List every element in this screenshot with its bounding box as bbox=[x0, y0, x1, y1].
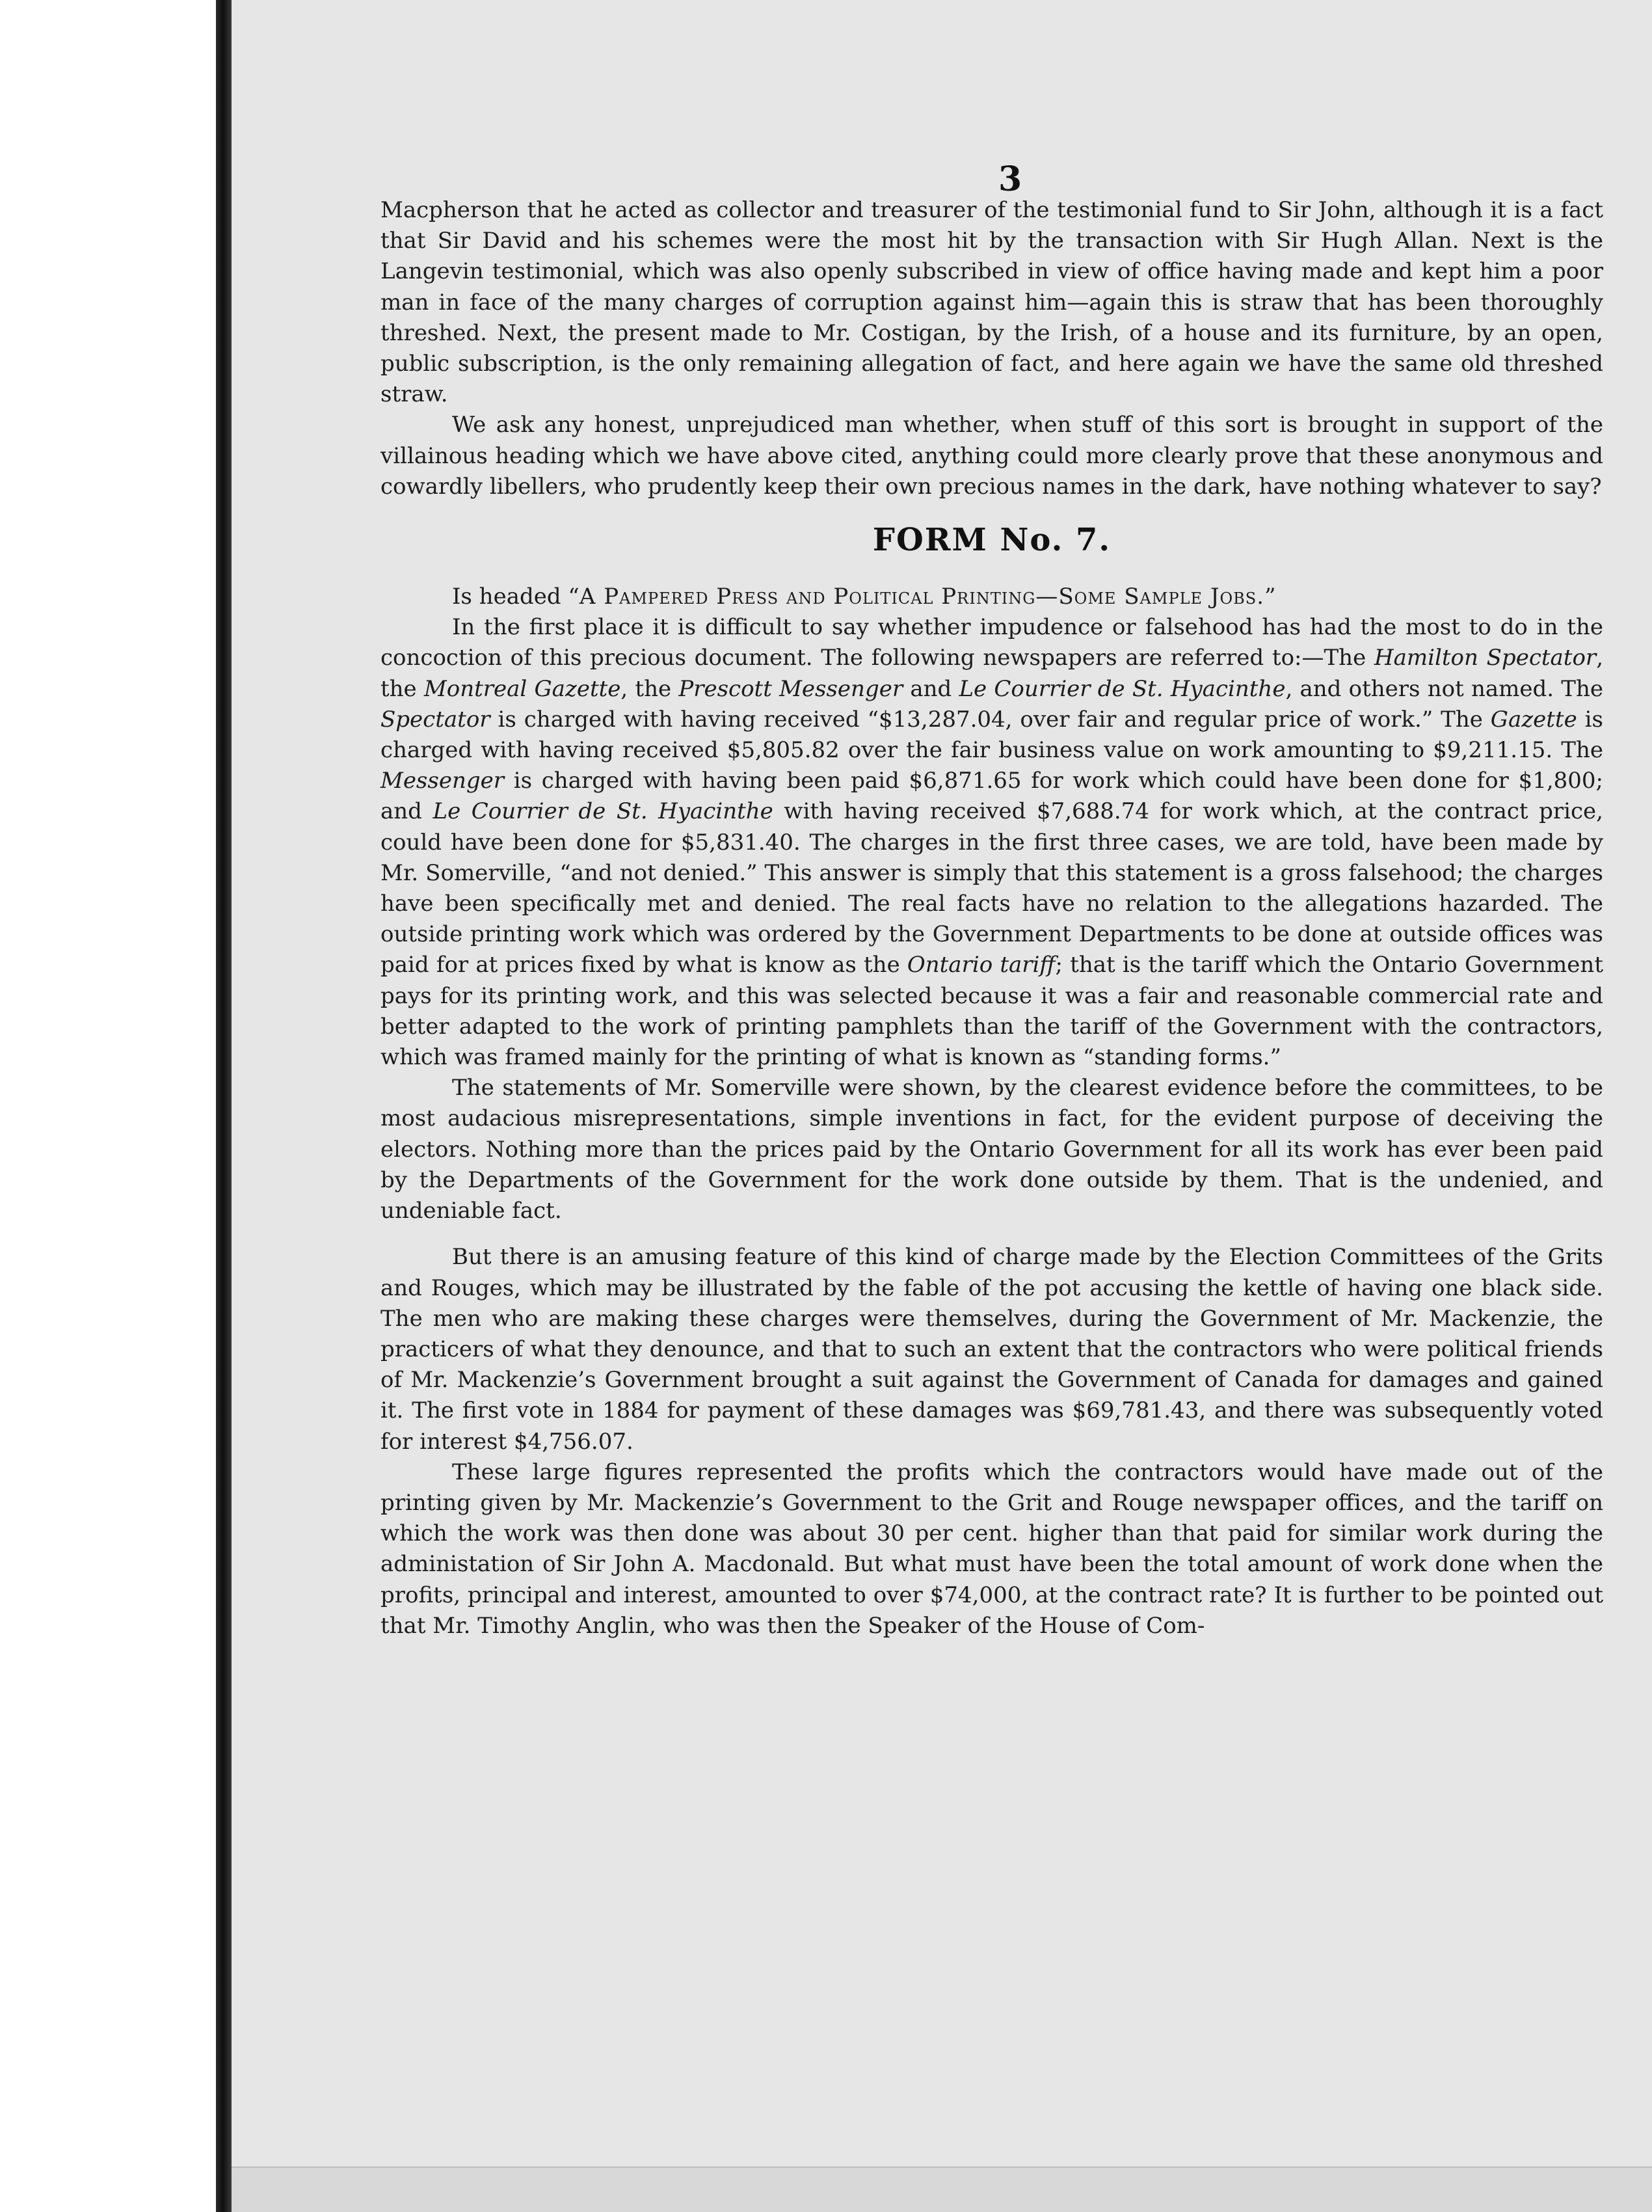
paragraph: We ask any honest, unprejudiced man whether, when stuff of this sort is brought in support of the villainous heading which we have above cited, anything could more clearly prove that these anonymous and cowardly libellers, who prudently keep their own precious names in the dark, have nothing whatever to say? bbox=[380, 412, 1603, 500]
text-run: with having received $7,688.74 for work which, at the contract price, could have been done for $5,831.40. The charges in the first three cases, we are told, have been made by Mr. Somerville, “and not denied.” This answer is simply that this statement is a gross falsehood; the charges have been specifically met and denied. The real facts have no relation to the allegations hazarded. The outside printing work which was ordered by the Government Departments to be done at outside offices was paid for at prices fixed by what is know as the bbox=[380, 798, 1603, 978]
tariff-name: Ontario tariff bbox=[907, 952, 1056, 978]
intro-suffix: ” bbox=[1264, 584, 1276, 610]
left-margin bbox=[0, 0, 226, 2212]
newspaper-name: Hamilton Spectator bbox=[1374, 645, 1597, 671]
form-intro bbox=[380, 582, 1603, 612]
paragraph-gap bbox=[380, 1226, 1603, 1242]
paragraph-newspapers bbox=[380, 612, 1603, 1073]
paragraph: Macpherson that he acted as collector and treasurer of the testimonial fund to Sir John, although it is a fact that Sir David and his schemes were the most hit by the transaction with Sir Hugh Allan. Next is the Langevin testimonial, which was also openly subscribed in view of office having made and kept him a poor man in face of the many charges of corruption against him—again this is straw that has been thoroughly threshed. Next, the present made to Mr. Costigan, by the Irish, of a house and its furniture, by an open, public subscription, is the only remaining allegation of fact, and here again we have the same old threshed straw. bbox=[380, 197, 1603, 408]
text-run: , the bbox=[380, 645, 1603, 702]
body-text bbox=[380, 195, 1603, 1641]
newspaper-name: Le Courrier de St. Hyacinthe bbox=[433, 798, 773, 825]
newspaper-name: Prescott Messenger bbox=[678, 675, 903, 702]
paragraph: The statements of Mr. Somerville were shown, by the clearest evidence before the committees, to be most audacious misrepresentations, simple inventions in fact, for the evident purpose of deceiving the electors. Nothing more than the prices paid by the Ontario Government for all its work has ever been paid by the Departments of the Government for the work done outside by them. That is the undenied, and undeniable fact. bbox=[380, 1075, 1603, 1224]
text-run: is charged with having received “$13,287.04, over fair and regular price of work.” The bbox=[490, 706, 1491, 733]
text-run: is charged with having been paid $6,871.65 for work which could have been done for $1,800; and bbox=[380, 768, 1603, 825]
text-run: , the bbox=[620, 675, 679, 702]
newspaper-name: Messenger bbox=[380, 768, 504, 794]
paragraph: These large figures represented the profits which the contractors would have made out of the printing given by Mr. Mackenzie’s Government to the Grit and Rouge newspaper offices, and the tariff on which the work was then done was about 30 per cent. higher than that paid for similar work during the administation of Sir John A. Macdonald. But what must have been the total amount of work done when the profits, principal and interest, amounted to over $74,000, at the contract rate? It is further to be pointed out that Mr. Timothy Anglin, who was then the Speaker of the House of Com- bbox=[380, 1459, 1603, 1639]
text-run: , and others not named. The bbox=[1285, 675, 1603, 702]
newspaper-name: Gazette bbox=[1490, 706, 1577, 733]
text-run: is charged with having received $5,805.82 over the fair business value on work amounting to $9,211.15. The bbox=[380, 706, 1603, 764]
page-number: 3 bbox=[998, 159, 1022, 199]
form-title: A Pampered Press and Political Printing—Some Sample Jobs. bbox=[579, 584, 1265, 610]
paragraph: But there is an amusing feature of this kind of charge made by the Election Committees of the Grits and Rouges, which may be illustrated by the fable of the pot accusing the kettle of having one black side. The men who are making these charges were themselves, during the Government of Mr. Mackenzie, the practicers of what they denounce, and that to such an extent that the contractors who were political friends of Mr. Mackenzie’s Government brought a suit against the Government of Canada for damages and gained it. The first vote in 1884 for payment of these damages was $69,781.43, and there was subsequently voted for interest $4,756.07. bbox=[380, 1244, 1603, 1455]
newspaper-name: Le Courrier de St. Hyacinthe bbox=[959, 675, 1286, 702]
text-run: ; that is the tariff which the Ontario Government pays for its printing work, and this was selected because it was a fair and reasonable commercial rate and better adapted to the work of printing pamphlets than the tariff of the Government with the contractors, which was framed mainly for the printing of what is known as “standing forms.” bbox=[380, 952, 1603, 1071]
newspaper-name: Montreal Gazette bbox=[423, 675, 621, 702]
text-run: and bbox=[903, 675, 959, 702]
text-run: In the first place it is difficult to say whether impudence or falsehood has had the most to do in the concoction of this precious document. The following newspapers are referred to:—The bbox=[380, 614, 1603, 671]
section-heading: FORM No. 7. bbox=[872, 522, 1112, 559]
newspaper-name: Spectator bbox=[380, 706, 490, 733]
binding-shadow bbox=[216, 0, 232, 2212]
intro-prefix: Is headed “ bbox=[452, 584, 580, 610]
paper-bottom-edge bbox=[232, 2166, 1652, 2212]
